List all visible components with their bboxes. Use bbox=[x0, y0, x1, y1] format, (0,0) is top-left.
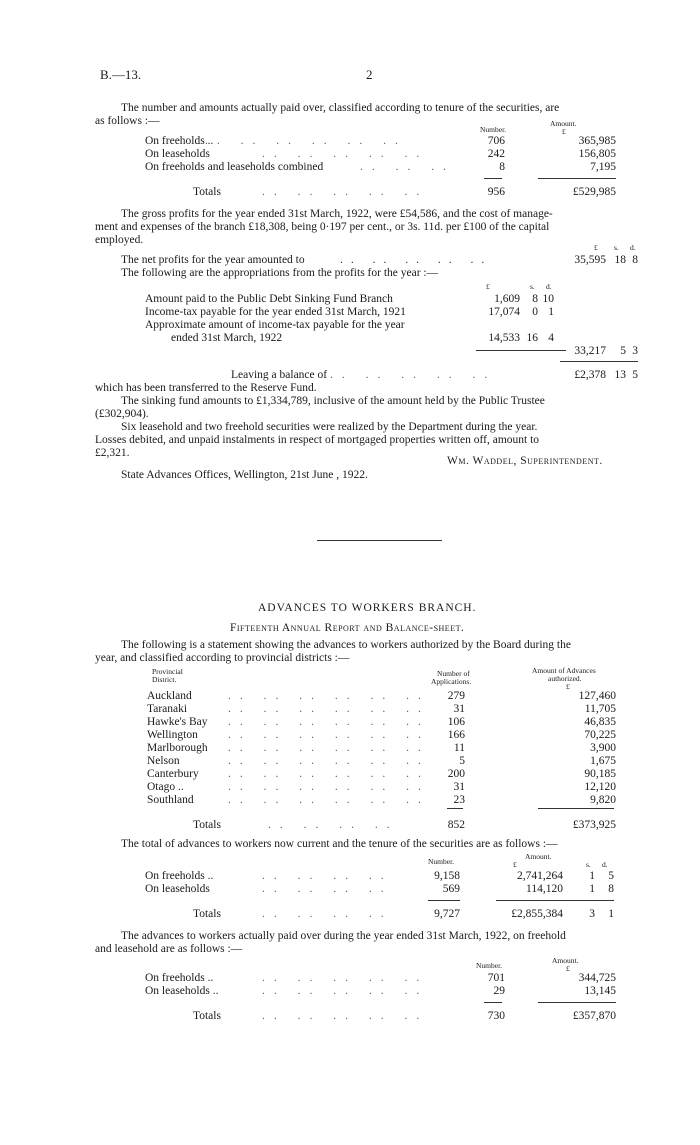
paragraph: The total of advances to workers now current and the tenure of the securities are as follows :— bbox=[121, 838, 558, 850]
table-cell-number: 8 bbox=[499, 161, 505, 173]
table-cell-amount: 156,805 bbox=[578, 148, 616, 160]
column-header-number: Number. bbox=[480, 125, 507, 134]
column-header-advances: authorized. bbox=[548, 674, 582, 683]
leader-dots: .. .. .. .. .. .. bbox=[228, 690, 430, 702]
appropriation-label: ended 31st March, 1922 bbox=[171, 332, 283, 344]
appropriation-pounds: 14,533 bbox=[488, 332, 520, 344]
district-advances: 46,835 bbox=[584, 716, 616, 728]
table-row-label: On freeholds and leaseholds combined bbox=[145, 161, 324, 173]
table-cell-number: 9,158 bbox=[434, 870, 460, 882]
paragraph: year, and classified according to provincial districts :— bbox=[95, 652, 350, 664]
paragraph: and leasehold are as follows :— bbox=[95, 943, 243, 955]
balance-pounds: £2,378 bbox=[574, 369, 606, 381]
column-header-amount: Amount. bbox=[550, 119, 577, 128]
leader-dots: .. .. .. .. bbox=[262, 883, 393, 895]
district-name: Auckland bbox=[147, 690, 192, 702]
appropriation-label: Amount paid to the Public Debt Sinking Fund Branch bbox=[145, 293, 393, 305]
appropriation-pounds: 17,074 bbox=[488, 306, 520, 318]
district-advances: 9,820 bbox=[590, 794, 616, 806]
appropriation-total-pounds: 33,217 bbox=[574, 345, 606, 357]
signature: Wm. Waddel, Superintendent. bbox=[447, 455, 603, 467]
appropriation-label: Approximate amount of income-tax payable for the year bbox=[145, 319, 405, 331]
leader-dots: .. .. .. .. .. bbox=[262, 1010, 429, 1022]
column-header-advances: Amount of Advances bbox=[532, 666, 596, 675]
paragraph: Losses debited, and unpaid instalments in respect of mortgaged properties written off, amount to bbox=[95, 434, 540, 446]
district-advances: 12,120 bbox=[584, 781, 616, 793]
net-profit-pounds: 35,595 bbox=[574, 254, 606, 266]
district-applications: 5 bbox=[459, 755, 465, 767]
district-applications: 31 bbox=[453, 781, 465, 793]
paragraph: The following is a statement showing the advances to workers authorized by the Board during the bbox=[121, 639, 571, 651]
lsd-shilling: s. bbox=[586, 860, 591, 869]
leader-dots: .. .. .. .. .. .. bbox=[228, 794, 430, 806]
district-advances: 3,900 bbox=[590, 742, 616, 754]
district-applications: 11 bbox=[453, 742, 465, 754]
leader-dots: .. .. .. .. .. bbox=[262, 972, 429, 984]
table-cell-pounds: 114,120 bbox=[526, 883, 563, 895]
table-cell-number: 706 bbox=[487, 135, 505, 147]
leader-dots: .. .. .. .. .. bbox=[262, 148, 429, 160]
totals-label: Totals bbox=[193, 819, 221, 831]
district-applications: 200 bbox=[447, 768, 465, 780]
currency-symbol: £ bbox=[562, 127, 566, 136]
paragraph: The sinking fund amounts to £1,334,789, inclusive of the amount held by the Public Trustee bbox=[121, 395, 545, 407]
report-code: B.—13. bbox=[100, 67, 142, 82]
leader-dots: .. .. .. .. .. bbox=[262, 985, 429, 997]
totals-label: Totals bbox=[193, 908, 221, 920]
table-row-label: On freeholds .. bbox=[145, 870, 214, 882]
section-divider bbox=[317, 540, 442, 541]
table-cell-amount: 13,145 bbox=[584, 985, 616, 997]
balance-label: Leaving a balance of bbox=[231, 369, 328, 381]
column-header-applications: Number of bbox=[437, 669, 470, 678]
totals-number: 956 bbox=[487, 186, 505, 198]
column-header-number: Number. bbox=[428, 857, 455, 866]
lsd-pound: £ bbox=[486, 282, 490, 291]
leader-dots: .. .. .. .. bbox=[262, 908, 393, 920]
paragraph: £2,321. bbox=[95, 447, 130, 459]
paragraph: employed. bbox=[95, 234, 144, 246]
paragraph: ment and expenses of the branch £18,308, being 0·197 per cent., or 3s. 11d. per £100 of the capital bbox=[95, 221, 550, 233]
column-header-district: District. bbox=[152, 675, 177, 684]
totals-label: Totals bbox=[193, 186, 221, 198]
lsd-shilling: s. bbox=[614, 243, 619, 252]
paragraph: The gross profits for the year ended 31st March, 1922, were £54,586, and the cost of manage- bbox=[121, 208, 553, 220]
divider bbox=[496, 900, 614, 901]
district-name: Canterbury bbox=[147, 768, 199, 780]
table-row-label: On leaseholds bbox=[145, 148, 210, 160]
divider bbox=[538, 808, 614, 809]
lsd-pence: d. bbox=[630, 243, 636, 252]
district-advances: 1,675 bbox=[590, 755, 616, 767]
appropriation-pence: 10 bbox=[542, 293, 554, 305]
table-cell-number: 29 bbox=[493, 985, 505, 997]
district-name: Southland bbox=[147, 794, 194, 806]
appropriation-shillings: 0 bbox=[532, 306, 538, 318]
appropriation-total-pence: 3 bbox=[632, 345, 638, 357]
table-row-label: On leaseholds .. bbox=[145, 985, 219, 997]
lsd-pound: £ bbox=[513, 860, 517, 869]
leader-dots: .. .. .. .. bbox=[268, 819, 399, 831]
divider bbox=[476, 350, 566, 351]
column-header-amount: Amount. bbox=[525, 852, 552, 861]
totals-shillings: 3 bbox=[589, 908, 595, 920]
district-applications: 106 bbox=[447, 716, 465, 728]
leader-dots: .. .. .. .. .. .. bbox=[228, 716, 430, 728]
leader-dots: .. .. .. .. .. bbox=[330, 369, 497, 381]
section-subtitle: Fifteenth Annual Report and Balance-sheet. bbox=[230, 622, 465, 634]
district-name: Wellington bbox=[147, 729, 198, 741]
column-header-number: Number. bbox=[476, 961, 503, 970]
appropriation-label: Income-tax payable for the year ended 31st March, 1921 bbox=[145, 306, 406, 318]
table-cell-amount: 344,725 bbox=[578, 972, 616, 984]
appropriation-shillings: 8 bbox=[532, 293, 538, 305]
district-applications: 23 bbox=[453, 794, 465, 806]
district-advances: 90,185 bbox=[584, 768, 616, 780]
office-date: State Advances Offices, Wellington, 21st June , 1922. bbox=[121, 469, 368, 481]
district-name: Marlborough bbox=[147, 742, 208, 754]
leader-dots: .. .. .. .. .. .. bbox=[228, 729, 430, 741]
appropriation-pence: 1 bbox=[548, 306, 554, 318]
district-applications: 31 bbox=[453, 703, 465, 715]
divider bbox=[484, 178, 502, 179]
column-header-applications: Applications. bbox=[431, 677, 472, 686]
table-row-label: On leaseholds bbox=[145, 883, 210, 895]
net-profit-pence: 8 bbox=[632, 254, 638, 266]
totals-pence: 1 bbox=[608, 908, 614, 920]
paragraph: as follows :— bbox=[95, 115, 160, 127]
district-name: Otago .. bbox=[147, 781, 184, 793]
divider bbox=[538, 178, 616, 179]
totals-number: 9,727 bbox=[434, 908, 460, 920]
district-applications: 279 bbox=[447, 690, 465, 702]
net-profit-label: The net profits for the year amounted to bbox=[121, 254, 305, 266]
appropriation-pence: 4 bbox=[548, 332, 554, 344]
lsd-pence: d. bbox=[546, 282, 552, 291]
table-cell-amount: 7,195 bbox=[590, 161, 616, 173]
divider bbox=[538, 1002, 616, 1003]
balance-shillings: 13 bbox=[614, 369, 626, 381]
lsd-pound: £ bbox=[594, 243, 598, 252]
appropriation-total-shillings: 5 bbox=[620, 345, 626, 357]
paragraph: (£302,904). bbox=[95, 408, 149, 420]
totals-amount: £357,870 bbox=[572, 1010, 616, 1022]
table-cell-shillings: 1 bbox=[589, 870, 595, 882]
totals-applications: 852 bbox=[447, 819, 465, 831]
district-name: Nelson bbox=[147, 755, 180, 767]
table-row-label: On freeholds .. bbox=[145, 135, 214, 147]
column-header-district: Provincial bbox=[152, 667, 183, 676]
leader-dots: .. .. .. .. .. .. bbox=[228, 742, 430, 754]
table-cell-pence: 5 bbox=[608, 870, 614, 882]
leader-dots: .. .. .. .. .. .. bbox=[205, 135, 407, 147]
table-cell-number: 701 bbox=[487, 972, 505, 984]
leader-dots: .. .. .. .. .. .. bbox=[228, 703, 430, 715]
column-header-amount: Amount. bbox=[552, 956, 579, 965]
paragraph: The advances to workers actually paid over during the year ended 31st March, 1922, on freehold bbox=[121, 930, 566, 942]
currency-symbol: £ bbox=[566, 964, 570, 973]
totals-label: Totals bbox=[193, 1010, 221, 1022]
page-number: 2 bbox=[366, 67, 373, 82]
lsd-pence: d. bbox=[602, 860, 608, 869]
divider bbox=[560, 361, 638, 362]
table-cell-shillings: 1 bbox=[589, 883, 595, 895]
divider bbox=[428, 900, 460, 901]
totals-pounds: £2,855,384 bbox=[511, 908, 563, 920]
totals-advances: £373,925 bbox=[572, 819, 616, 831]
totals-amount: £529,985 bbox=[572, 186, 616, 198]
leader-dots: .. .. .. .. bbox=[262, 870, 393, 882]
district-name: Taranaki bbox=[147, 703, 188, 715]
paragraph: which has been transferred to the Reserve Fund. bbox=[95, 382, 317, 394]
appropriation-pounds: 1,609 bbox=[494, 293, 520, 305]
leader-dots: .. .. .. .. .. .. bbox=[228, 781, 430, 793]
table-cell-pence: 8 bbox=[608, 883, 614, 895]
table-row-label: On freeholds .. bbox=[145, 972, 214, 984]
leader-dots: .. .. .. .. .. bbox=[340, 254, 493, 266]
currency-symbol: £ bbox=[566, 682, 570, 691]
divider bbox=[447, 808, 463, 809]
district-name: Hawke's Bay bbox=[147, 716, 208, 728]
table-cell-number: 569 bbox=[442, 883, 460, 895]
leader-dots: .. .. .. bbox=[360, 161, 455, 173]
lsd-shilling: s. bbox=[530, 282, 535, 291]
section-title: ADVANCES TO WORKERS BRANCH. bbox=[258, 602, 477, 614]
leader-dots: .. .. .. .. .. .. bbox=[228, 755, 430, 767]
net-profit-shillings: 18 bbox=[614, 254, 626, 266]
table-cell-pounds: 2,741,264 bbox=[517, 870, 563, 882]
district-advances: 11,705 bbox=[584, 703, 616, 715]
table-cell-number: 242 bbox=[487, 148, 505, 160]
paragraph: The following are the appropriations from the profits for the year :— bbox=[121, 267, 439, 279]
leader-dots: .. .. .. .. .. .. bbox=[228, 768, 430, 780]
balance-pence: 5 bbox=[632, 369, 638, 381]
paragraph: The number and amounts actually paid over, classified according to tenure of the securities, are bbox=[121, 102, 560, 114]
leader-dots: .. .. .. .. .. bbox=[262, 186, 429, 198]
totals-number: 730 bbox=[487, 1010, 505, 1022]
district-applications: 166 bbox=[447, 729, 465, 741]
district-advances: 127,460 bbox=[578, 690, 616, 702]
table-cell-amount: 365,985 bbox=[578, 135, 616, 147]
divider bbox=[484, 1002, 502, 1003]
paragraph: Six leasehold and two freehold securities were realized by the Department during the year. bbox=[121, 421, 538, 433]
district-advances: 70,225 bbox=[584, 729, 616, 741]
appropriation-shillings: 16 bbox=[526, 332, 538, 344]
